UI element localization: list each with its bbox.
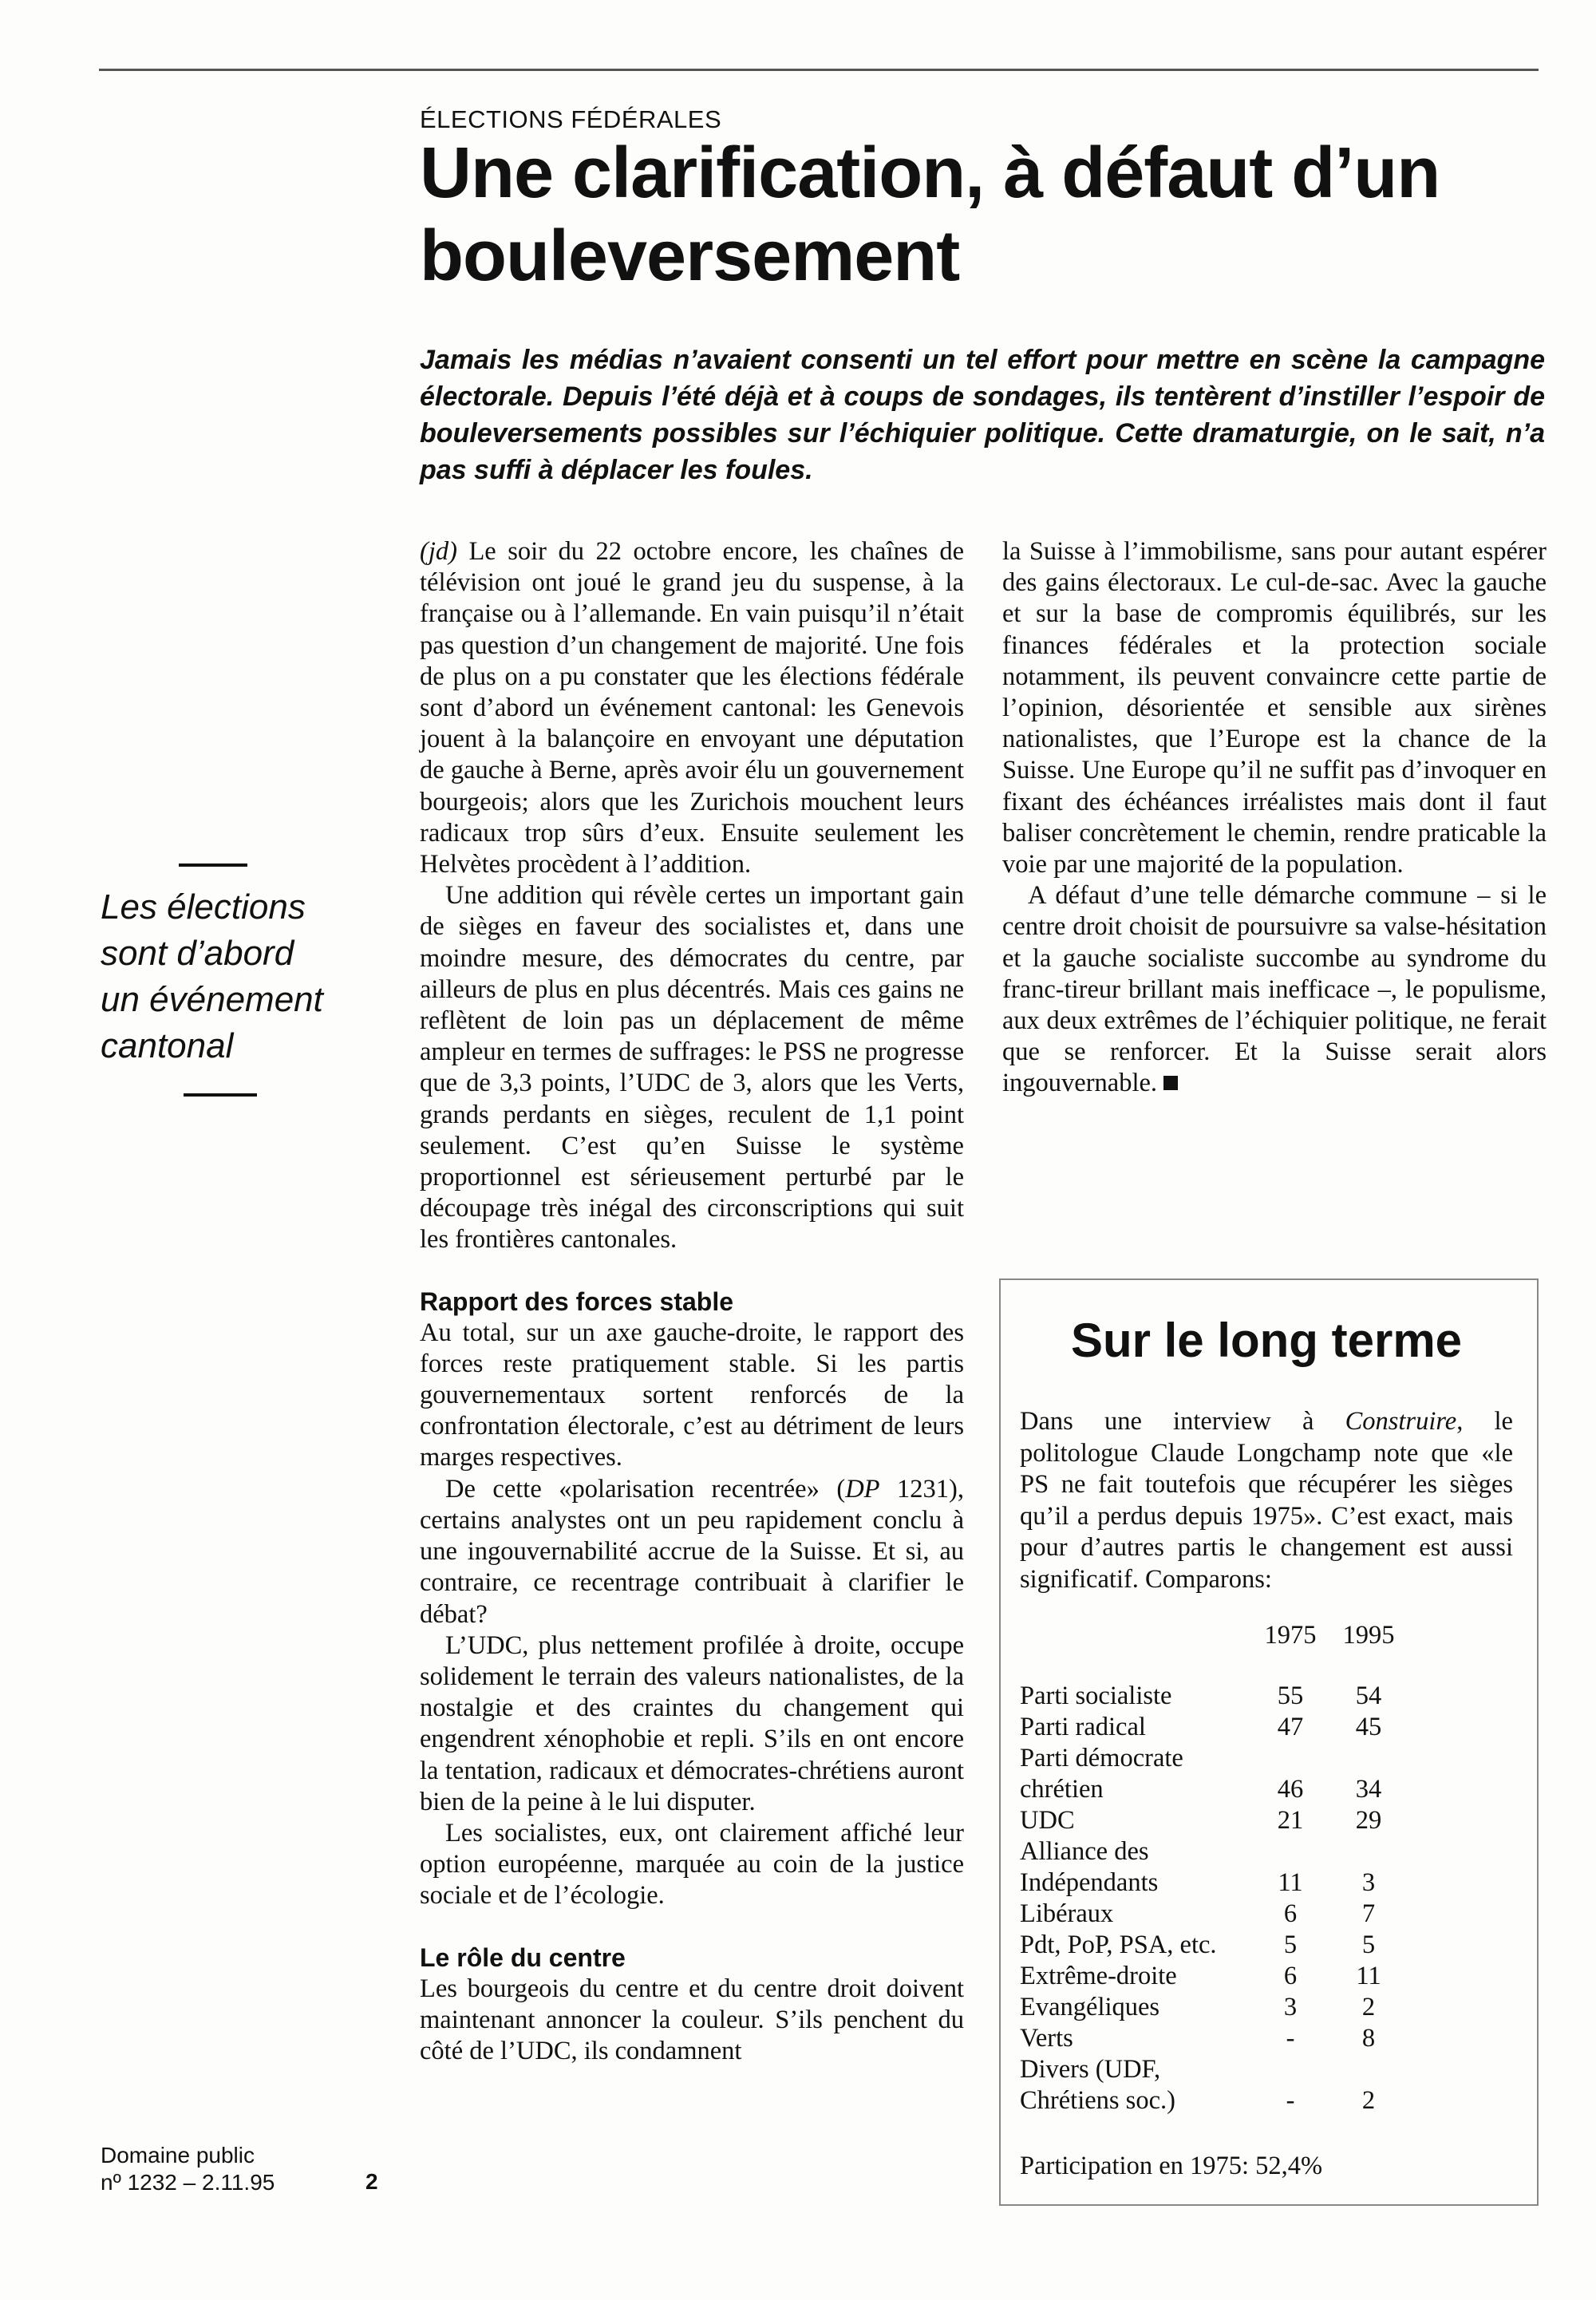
seats-1995-cell: 45 xyxy=(1355,1713,1382,1741)
seats-1975-cell: - xyxy=(1286,2086,1295,2115)
paragraph-continued: la Suisse à l’immobilisme, sans pour autant espérer des gains électoraux. Le cul-de-sac. Avec la gauche et sur la base de compromis équilibrés, sur les finances fédérales et la protection sociale notamment, ils peuvent convaincre cette partie de l’opinion, désorientée et sensible aux sirènes nationalistes, que l’Europe est la chance de la Suisse. Une Europe qu’il ne suffit pas d’invoquer en fixant des échéances irréalistes mais dont il faut baliser concrètement le chemin, rendre praticable la voie par une majorité de la population. xyxy=(1002,537,1547,879)
table-row xyxy=(1020,1867,1408,1899)
paragraph: (jd) Le soir du 22 octobre encore, les chaînes de télévision ont joué le grand jeu du suspense, à la française ou à l’allemande. En vain puisqu’il n’était pas question d’un changement de majorité. Une fois de plus on a pu constater que les élections fédérale sont d’abord un événement cantonal: les Genevois jouent à la balançoire en envoyant une députation de gauche à Berne, après avoir élu un gouvernement bourgeois; alors que les Zurichois mouchent leurs radicaux trop sûrs d’eux. Ensuite seulement les Helvètes procèdent à l’addition. xyxy=(420,537,964,879)
seats-1975-cell xyxy=(1251,1836,1329,1867)
seats-1995-cell: 3 xyxy=(1361,1868,1376,1897)
party-cell: Parti radical xyxy=(1020,1713,1146,1741)
pull-quote-line: cantonal xyxy=(101,1026,234,1065)
table-row xyxy=(1020,1899,1408,1930)
seats-1995-cell: 34 xyxy=(1355,1775,1382,1804)
seats-1975-cell: 21 xyxy=(1277,1806,1304,1835)
seats-1975-cell: 6 xyxy=(1283,1962,1298,1990)
pull-quote-line: sont d’abord xyxy=(101,934,294,973)
table-row xyxy=(1020,1930,1408,1961)
table-row xyxy=(1020,1743,1408,1774)
paragraph-start: Les bourgeois du centre et du centre droit doivent maintenant annoncer la couleur. S’ils penchent du côté de l’UDC, ils condamnent xyxy=(420,1974,964,2065)
party-cell: Verts xyxy=(1020,2024,1073,2053)
article-column-2 xyxy=(1002,536,1547,1100)
pull-quote-line: Les élections xyxy=(101,887,306,927)
table-header-year: 1975 xyxy=(1264,1621,1317,1650)
end-of-article-square-icon xyxy=(1163,1076,1178,1090)
party-cell: Extrême-droite xyxy=(1020,1962,1177,1990)
seats-1995-cell xyxy=(1329,1836,1408,1867)
table-header-party xyxy=(1020,1621,1251,1681)
seats-1975-cell: 55 xyxy=(1277,1682,1304,1710)
article-title xyxy=(420,132,1553,298)
seats-1995-cell: 2 xyxy=(1361,2086,1376,2115)
table-body xyxy=(1020,1681,1408,2116)
article-lead: Jamais les médias n’avaient consenti un tel effort pour mettre en scène la campagne électorale. Depuis l’été déjà et à coups de sondages, ils tentèrent d’instiller l’espoir de bouleversements possibles sur l’échiquier politique. Cette dramaturgie, on le sait, n’a pas suffi à déplacer les foules. xyxy=(420,345,1545,485)
paragraph: Une addition qui révèle certes un important gain de sièges en faveur des socialistes et, dans une moindre mesure, des démocrates du centre, par ailleurs de plus en plus décentrés. Mais ces gains ne reflètent de loin pas un déplacement de même ampleur en termes de suffrages: le PSS ne progresse que de 3,3 points, l’UDC de 3, alors que les Verts, grands perdants en sièges, reculent de 1,1 point seulement. C’est qu’en Suisse le système proportionnel est sérieusement perturbé par le découpage très inégal des circonscriptions qui suit les frontières cantonales. xyxy=(420,881,964,1255)
table-header-year: 1995 xyxy=(1342,1621,1395,1650)
subheading: Rapport des forces stable xyxy=(420,1286,733,1316)
seats-1975-cell: 5 xyxy=(1283,1930,1298,1959)
pull-quote-text xyxy=(101,884,350,1069)
pull-quote xyxy=(86,863,350,1097)
table-row xyxy=(1020,2023,1408,2054)
issue-number: nº 1232 – 2.11.95 xyxy=(101,2170,275,2195)
party-cell: Chrétiens soc.) xyxy=(1020,2086,1175,2115)
table-row xyxy=(1020,1805,1408,1836)
pull-quote-rule-bottom xyxy=(184,1093,257,1097)
publication-reference: DP xyxy=(845,1474,880,1504)
seats-1995-cell: 5 xyxy=(1361,1930,1376,1959)
seats-1975-cell: 46 xyxy=(1277,1775,1304,1804)
table-row xyxy=(1020,1774,1408,1805)
sidebar-title: Sur le long terme xyxy=(1070,1314,1463,1367)
seats-1995-cell xyxy=(1329,2054,1408,2085)
party-cell: chrétien xyxy=(1020,1775,1104,1804)
seats-1995-cell: 54 xyxy=(1355,1682,1382,1710)
byline: (jd) xyxy=(420,537,457,566)
paragraph: Les socialistes, eux, ont clairement affiché leur option européenne, marquée au coin de la justice sociale et de l’écologie. xyxy=(420,1818,964,1911)
seats-1975-cell: 3 xyxy=(1283,1993,1298,2021)
article-column-1 xyxy=(420,536,964,2067)
party-cell: Pdt, PoP, PSA, etc. xyxy=(1020,1930,1217,1959)
participation-note: Participation en 1975: 52,4% xyxy=(1020,2152,1323,2180)
sidebar-text: Dans une interview à Construire, le politologue Claude Longchamp note que «le PS ne fait toutefois que récupérer les sièges qu’il a perdus depuis 1975». C’est exact, mais pour d’autres partis le changement est aussi significatif. Comparons: xyxy=(1020,1407,1513,1594)
table-header-row xyxy=(1020,1621,1408,1681)
party-cell: Divers (UDF, xyxy=(1020,2055,1161,2084)
page-number: 2 xyxy=(365,2169,378,2194)
party-cell: Indépendants xyxy=(1020,1868,1159,1897)
party-cell: Evangéliques xyxy=(1020,1993,1160,2021)
seats-1995-cell: 11 xyxy=(1356,1962,1381,1990)
seats-1975-cell: - xyxy=(1286,2024,1295,2053)
seats-1995-cell: 7 xyxy=(1361,1899,1376,1928)
seats-1995-cell: 2 xyxy=(1361,1993,1376,2021)
seats-1975-cell xyxy=(1251,2054,1329,2085)
paragraph: A défaut d’une telle démarche commune – si le centre droit choisit de poursuivre sa valse-hésitation et la gauche socialiste succombe au syndrome du franc-tireur brillant mais inefficace –, le populisme, aux deux extrêmes de l’échiquier politique, ne ferait que se renforcer. Et la Suisse serait alors ingouvernable. xyxy=(1002,881,1547,1098)
paragraph: De cette «polarisation recentrée» (DP 1231), certains analystes ont un peu rapidement conclu à une ingouvernabilité accrue de la Suisse. Et si, au contraire, ce recentrage contribuait à clarifier le débat? xyxy=(420,1474,964,1629)
pull-quote-line: un événement xyxy=(101,980,323,1019)
seats-1995-cell xyxy=(1329,1743,1408,1774)
seats-1975-cell xyxy=(1251,1743,1329,1774)
paragraph: L’UDC, plus nettement profilée à droite, occupe solidement le terrain des valeurs nationalistes, de la nostalgie et des craintes du changement qui engendrent xénophobie et repli. S’ils en ont encore la tentation, radicaux et démocrates-chrétiens auront bien de la peine à le lui disputer. xyxy=(420,1630,964,1816)
table-row xyxy=(1020,1681,1408,1712)
footer-publication xyxy=(101,2142,275,2196)
pull-quote-rule-top xyxy=(179,863,247,867)
seats-1975-cell: 47 xyxy=(1277,1713,1304,1741)
seats-1995-cell: 29 xyxy=(1355,1806,1382,1835)
table-row xyxy=(1020,1836,1408,1867)
party-cell: Parti socialiste xyxy=(1020,1682,1172,1710)
table-row xyxy=(1020,1992,1408,2023)
sidebar-box xyxy=(999,1278,1539,2206)
party-cell: Alliance des xyxy=(1020,1837,1149,1866)
subheading: Le rôle du centre xyxy=(420,1942,626,1972)
table-row xyxy=(1020,2085,1408,2116)
title-line-2: bouleversement xyxy=(420,216,960,296)
section-kicker: ÉLECTIONS FÉDÉRALES xyxy=(420,105,722,133)
title-line-1: Une clarification, à défaut d’un xyxy=(420,133,1440,213)
table-row xyxy=(1020,1712,1408,1743)
seats-1975-cell: 6 xyxy=(1283,1899,1298,1928)
top-rule xyxy=(99,69,1539,71)
table-row xyxy=(1020,1961,1408,1992)
table-row xyxy=(1020,2054,1408,2085)
seats-table xyxy=(1020,1621,1408,2116)
party-cell: UDC xyxy=(1020,1806,1075,1835)
publication-title: Domaine public xyxy=(101,2143,255,2168)
party-cell: Parti démocrate xyxy=(1020,1744,1183,1772)
publication-name: Construire xyxy=(1345,1407,1457,1436)
seats-1975-cell: 11 xyxy=(1278,1868,1303,1897)
paragraph: Au total, sur un axe gauche-droite, le rapport des forces reste pratiquement stable. Si les partis gouvernementaux sortent renforcés de la confrontation électorale, c’est au détriment de leurs marges respectives. xyxy=(420,1318,964,1472)
party-cell: Libéraux xyxy=(1020,1899,1114,1928)
seats-1995-cell: 8 xyxy=(1361,2024,1376,2053)
